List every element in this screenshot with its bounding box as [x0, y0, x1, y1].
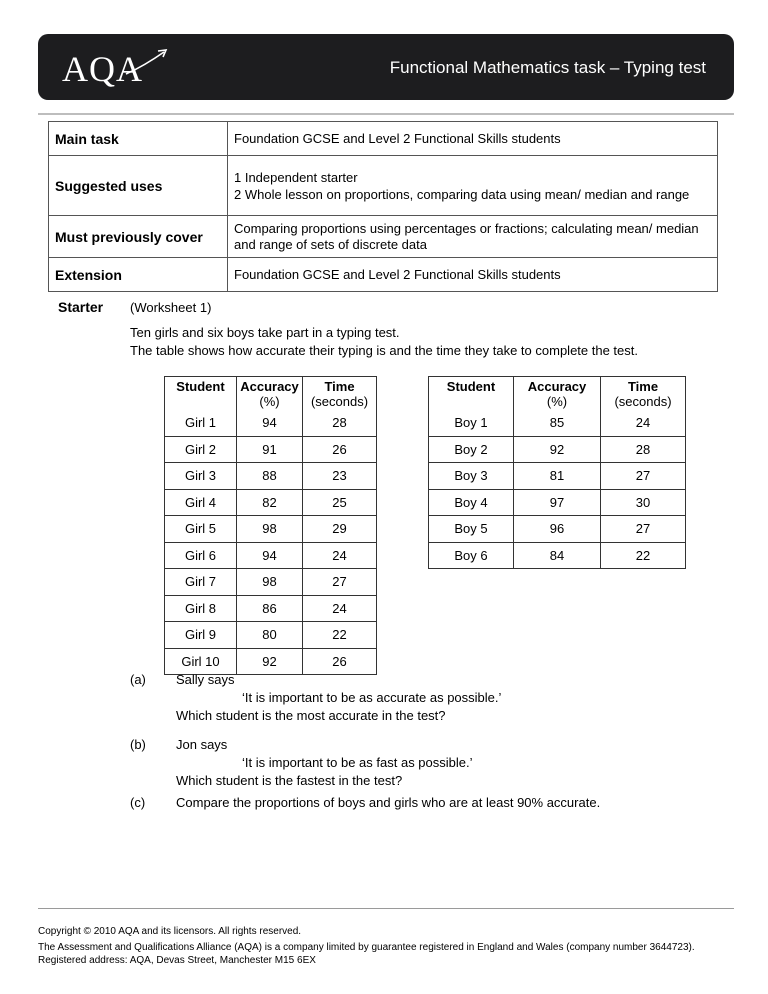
question-a-line: Sally says — [176, 672, 235, 687]
table-row — [429, 436, 686, 463]
cell-student: Girl 8 — [165, 595, 237, 622]
info-row-must-previously-cover — [49, 216, 718, 258]
table-row — [165, 489, 377, 516]
info-row-main-task — [49, 122, 718, 156]
cell-time: 22 — [601, 542, 686, 569]
use-item: 1 Independent starter — [234, 169, 358, 185]
cell-accuracy: 80 — [237, 622, 303, 649]
document-title: Functional Mathematics task – Typing test — [389, 58, 706, 77]
table-row — [165, 436, 377, 463]
header-divider — [38, 113, 734, 115]
question-a-prompt: Which student is the most accurate in the test? — [176, 708, 446, 723]
cell-time: 26 — [303, 436, 377, 463]
question-a — [176, 671, 501, 725]
question-a-quote: ‘It is important to be as accurate as possible.’ — [242, 690, 502, 705]
table-row — [165, 410, 377, 436]
cell-time: 27 — [601, 463, 686, 490]
question-b-line: Jon says — [176, 737, 228, 752]
cell-student: Boy 1 — [429, 410, 514, 436]
cell-accuracy: 94 — [237, 542, 303, 569]
question-b — [176, 736, 473, 790]
info-row-suggested-uses — [49, 156, 718, 216]
cell-student: Boy 6 — [429, 542, 514, 569]
question-c-label: (c) — [130, 795, 146, 810]
cell-student: Girl 5 — [165, 516, 237, 543]
cell-time: 24 — [303, 542, 377, 569]
cell-time: 25 — [303, 489, 377, 516]
cell-student: Boy 3 — [429, 463, 514, 490]
table-row — [165, 463, 377, 490]
cell-accuracy: 82 — [237, 489, 303, 516]
cell-time: 30 — [601, 489, 686, 516]
cell-student: Girl 7 — [165, 569, 237, 596]
column-header-accuracy: Accuracy (%) — [237, 377, 303, 411]
table-header-row — [165, 377, 377, 411]
info-key: Main task — [49, 122, 228, 156]
question-c: Compare the proportions of boys and girls who are at least 90% accurate. — [176, 795, 601, 810]
column-header-student: Student — [429, 377, 514, 411]
cell-student: Girl 1 — [165, 410, 237, 436]
table-row — [429, 516, 686, 543]
girls-results-table — [164, 376, 377, 675]
table-row — [165, 516, 377, 543]
table-row — [165, 622, 377, 649]
use-item: 2 Whole lesson on proportions, comparing data using mean/ median and range — [234, 186, 690, 202]
intro-line: Ten girls and six boys take part in a typing test. — [130, 325, 400, 340]
table-header-row — [429, 377, 686, 411]
table-row — [429, 489, 686, 516]
footer-copyright: Copyright © 2010 AQA and its licensors. All rights reserved. — [38, 926, 302, 937]
info-value: Comparing proportions using percentages or fractions; calculating mean/ median and range of sets of discrete data — [228, 216, 718, 258]
info-key: Extension — [49, 258, 228, 292]
cell-time: 29 — [303, 516, 377, 543]
intro-line: The table shows how accurate their typing is and the time they take to complete the test. — [130, 343, 638, 358]
cell-time: 28 — [303, 410, 377, 436]
question-b-quote: ‘It is important to be as fast as possible.’ — [242, 755, 473, 770]
cell-student: Boy 5 — [429, 516, 514, 543]
cell-student: Girl 4 — [165, 489, 237, 516]
cell-time: 24 — [601, 410, 686, 436]
question-a-label: (a) — [130, 672, 146, 687]
cell-time: 28 — [601, 436, 686, 463]
question-b-prompt: Which student is the fastest in the test? — [176, 773, 403, 788]
table-row — [429, 410, 686, 436]
cell-accuracy: 84 — [514, 542, 601, 569]
cell-student: Girl 3 — [165, 463, 237, 490]
cell-student: Boy 2 — [429, 436, 514, 463]
info-value: Foundation GCSE and Level 2 Functional Skills students — [228, 258, 718, 292]
cell-student: Boy 4 — [429, 489, 514, 516]
cell-accuracy: 88 — [237, 463, 303, 490]
info-value: Foundation GCSE and Level 2 Functional Skills students — [228, 122, 718, 156]
column-header-student: Student — [165, 377, 237, 411]
table-row — [165, 595, 377, 622]
table-row — [429, 542, 686, 569]
table-row — [165, 542, 377, 569]
cell-accuracy: 91 — [237, 436, 303, 463]
cell-accuracy: 94 — [237, 410, 303, 436]
footer-divider — [38, 908, 734, 909]
cell-student: Girl 2 — [165, 436, 237, 463]
question-b-label: (b) — [130, 737, 146, 752]
table-row — [165, 569, 377, 596]
info-key: Must previously cover — [49, 216, 228, 258]
cell-accuracy: 97 — [514, 489, 601, 516]
cell-accuracy: 92 — [514, 436, 601, 463]
column-header-time: Time (seconds) — [303, 377, 377, 411]
column-header-accuracy: Accuracy (%) — [514, 377, 601, 411]
boys-results-table — [428, 376, 686, 569]
footer-legal: The Assessment and Qualifications Alliance (AQA) is a company limited by guarantee registered in England and Wales (company number 3644723). Registered address: AQA, Devas Street, Manchester M15 6EX — [38, 942, 695, 966]
cell-accuracy: 96 — [514, 516, 601, 543]
cell-accuracy: 85 — [514, 410, 601, 436]
logo-text: AQA — [62, 49, 143, 89]
cell-time: 24 — [303, 595, 377, 622]
cell-time: 27 — [303, 569, 377, 596]
cell-time: 27 — [601, 516, 686, 543]
cell-time: 22 — [303, 622, 377, 649]
starter-heading: Starter — [58, 299, 104, 315]
page-header — [38, 34, 734, 100]
cell-time: 23 — [303, 463, 377, 490]
cell-accuracy: 86 — [237, 595, 303, 622]
cell-accuracy: 81 — [514, 463, 601, 490]
cell-accuracy: 98 — [237, 516, 303, 543]
column-header-time: Time (seconds) — [601, 377, 686, 411]
cell-accuracy: 92 — [237, 648, 303, 675]
worksheet-label: (Worksheet 1) — [130, 300, 212, 315]
cell-student: Girl 9 — [165, 622, 237, 649]
cell-time: 26 — [303, 648, 377, 675]
cell-student: Girl 6 — [165, 542, 237, 569]
task-info-table — [48, 121, 718, 292]
cell-accuracy: 98 — [237, 569, 303, 596]
info-row-extension — [49, 258, 718, 292]
cell-student: Girl 10 — [165, 648, 237, 675]
logo-swoosh-icon — [124, 48, 172, 76]
info-value — [228, 156, 718, 216]
starter-intro — [130, 324, 638, 360]
aqa-logo — [62, 48, 172, 88]
info-key: Suggested uses — [49, 156, 228, 216]
table-row — [429, 463, 686, 490]
